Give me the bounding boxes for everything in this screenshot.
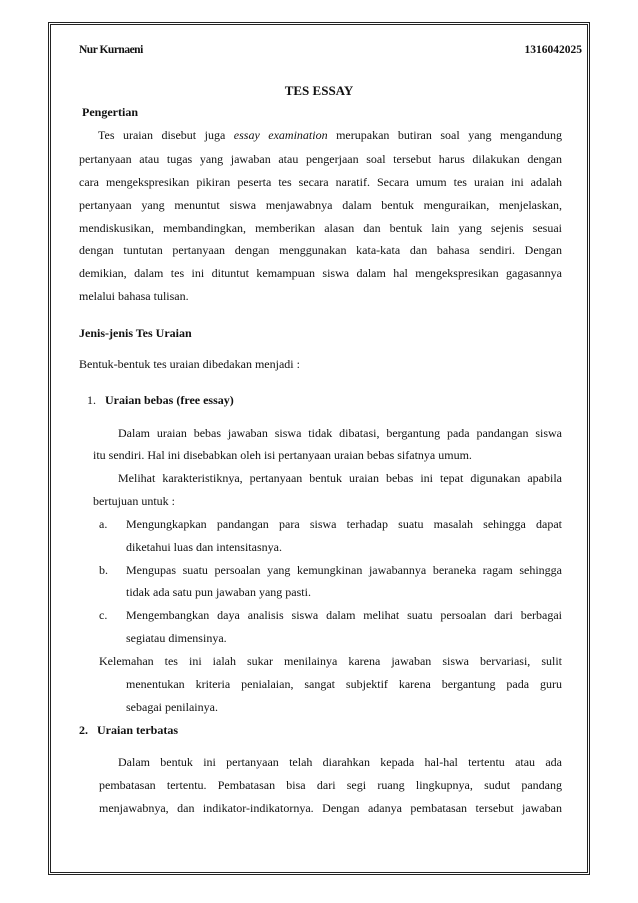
section-heading-pengertian: Pengertian [82,105,138,119]
list-item-line: Mengembangkan daya analisis siswa dalam melihat suatu persoalan dari berbagai [126,608,562,622]
list-item-line: Mengungkapkan pandangan para siswa terhadap suatu masalah sehingga dapat [126,517,562,531]
paragraph-line: Melihat karakteristiknya, pertanyaan bentuk uraian bebas ini tepat digunakan apabila [118,471,562,485]
paragraph-line: menentukan kriteria penialaian, sangat subjektif karena bergantung pada guru [126,677,562,691]
student-id: 1316042025 [524,44,582,56]
list-marker: c. [99,608,108,622]
list-item-line: tidak ada satu pun jawaban yang pasti. [126,585,311,599]
section-heading-jenis: Jenis-jenis Tes Uraian [79,326,192,340]
list-marker: a. [99,517,108,531]
paragraph-line: pembatasan tertentu. Pembatasan bisa dari segi ruang lingkupnya, sudut pandang [99,778,562,792]
paragraph-line: sebagai penilainya. [126,700,218,714]
list-marker: b. [99,563,108,577]
paragraph-line: dengan tuntutan pertanyaan dengan menggunakan kata-kata dan bahasa sendiri. Dengan [79,243,562,257]
paragraph-line: demikian, dalam tes ini dituntut kemampuan siswa dalam hal mengekspresikan gagasannya [79,266,562,280]
author-name: Nur Kurnaeni [79,44,143,56]
list-item-line: diketahui luas dan intensitasnya. [126,540,282,554]
paragraph-line: cara mengekspresikan pikiran peserta tes secara naratif. Secara umum tes uraian ini adalah [79,175,562,189]
paragraph-line: itu sendiri. Hal ini disebabkan oleh isi pertanyaan uraian bebas sifatnya umum. [93,448,472,462]
paragraph-line: bertujuan untuk : [93,494,175,508]
paragraph-line: Dalam uraian bebas jawaban siswa tidak dibatasi, bergantung pada pandangan siswa [118,426,562,440]
paragraph-line: Tes uraian disebut juga essay examination merupakan butiran soal yang mengandung [98,128,563,142]
document-title: TES ESSAY [284,83,354,98]
paragraph-line: pertanyaan atau tugas yang jawaban atau pengerjaan soal tersebut harus dilakukan dengan [79,152,562,166]
subsection-heading-bebas: Uraian bebas (free essay) [105,393,234,407]
paragraph-line: menjawabnya, dan indikator-indikatornya. Dengan adanya pembatasan tersebut jawaban [99,801,562,815]
list-item-line: segiatau dimensinya. [126,631,227,645]
paragraph-line: mendiskusikan, membandingkan, memberikan alasan dan bentuk lain yang sejenis sesuai [79,221,562,235]
jenis-intro: Bentuk-bentuk tes uraian dibedakan menjadi : [79,357,300,371]
paragraph-line: Kelemahan tes ini ialah sukar menilainya karena jawaban siswa bervariasi, sulit [99,654,562,668]
subsection-heading-terbatas: Uraian terbatas [97,723,178,737]
list-item-line: Mengupas suatu persoalan yang kemungkinan jawabannya beraneka ragam sehingga [126,563,562,577]
paragraph-line: pertanyaan yang menuntut siswa menjawabnya dalam bentuk menguraikan, menjelaskan, [79,198,562,212]
list-number: 2. [79,723,88,737]
list-number: 1. [87,393,96,407]
paragraph-line: Dalam bentuk ini pertanyaan telah diarahkan kepada hal-hal tertentu atau ada [118,755,562,769]
paragraph-line: melalui bahasa tulisan. [79,289,189,303]
page-header [79,44,582,60]
